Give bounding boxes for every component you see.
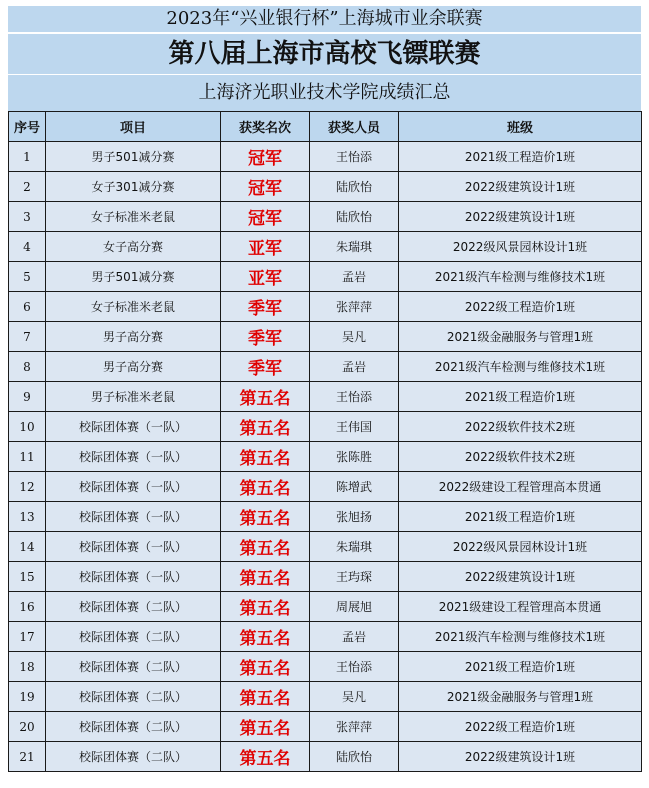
event-cell: 男子501减分赛	[46, 142, 221, 172]
rank-cell: 第五名	[221, 562, 310, 592]
rank-cell: 第五名	[221, 622, 310, 652]
seq-cell: 1	[9, 142, 46, 172]
table-row	[9, 652, 642, 682]
column-header-event: 项目	[46, 112, 221, 142]
event-cell: 校际团体赛（二队）	[46, 652, 221, 682]
column-header-seq: 序号	[9, 112, 46, 142]
winner-cell: 陆欣怡	[310, 742, 399, 772]
event-cell: 校际团体赛（一队）	[46, 442, 221, 472]
table-row	[9, 172, 642, 202]
table-row	[9, 142, 642, 172]
seq-cell: 4	[9, 232, 46, 262]
winner-cell: 朱瑞琪	[310, 532, 399, 562]
seq-cell: 15	[9, 562, 46, 592]
results-sheet	[8, 6, 641, 772]
event-cell: 校际团体赛（一队）	[46, 472, 221, 502]
class-cell: 2022级建筑设计1班	[399, 172, 642, 202]
seq-cell: 20	[9, 712, 46, 742]
class-cell: 2021级金融服务与管理1班	[399, 682, 642, 712]
rank-cell: 第五名	[221, 682, 310, 712]
table-row	[9, 382, 642, 412]
seq-cell: 13	[9, 502, 46, 532]
class-cell: 2021级工程造价1班	[399, 652, 642, 682]
winner-cell: 张陈胜	[310, 442, 399, 472]
seq-cell: 10	[9, 412, 46, 442]
seq-cell: 19	[9, 682, 46, 712]
class-cell: 2022级工程造价1班	[399, 292, 642, 322]
rank-cell: 亚军	[221, 232, 310, 262]
class-cell: 2021级工程造价1班	[399, 142, 642, 172]
rank-cell: 第五名	[221, 592, 310, 622]
winner-cell: 陈增武	[310, 472, 399, 502]
table-row	[9, 622, 642, 652]
winner-cell: 张萍萍	[310, 292, 399, 322]
table-row	[9, 442, 642, 472]
rank-cell: 季军	[221, 352, 310, 382]
class-cell: 2022级工程造价1班	[399, 712, 642, 742]
column-header-winner: 获奖人员	[310, 112, 399, 142]
table-row	[9, 682, 642, 712]
table-row	[9, 562, 642, 592]
class-cell: 2022级风景园林设计1班	[399, 232, 642, 262]
rank-cell: 第五名	[221, 652, 310, 682]
seq-cell: 8	[9, 352, 46, 382]
class-cell: 2022级建筑设计1班	[399, 562, 642, 592]
class-cell: 2021级工程造价1班	[399, 382, 642, 412]
winner-cell: 陆欣怡	[310, 202, 399, 232]
rank-cell: 季军	[221, 322, 310, 352]
winner-cell: 王玙琛	[310, 562, 399, 592]
winner-cell: 吴凡	[310, 682, 399, 712]
table-body	[9, 142, 642, 772]
column-header-rank: 获奖名次	[221, 112, 310, 142]
winner-cell: 孟岩	[310, 352, 399, 382]
winner-cell: 朱瑞琪	[310, 232, 399, 262]
league-title: 2023年“兴业银行杯”上海城市业余联赛	[8, 6, 641, 32]
rank-cell: 第五名	[221, 442, 310, 472]
seq-cell: 18	[9, 652, 46, 682]
seq-cell: 12	[9, 472, 46, 502]
table-header-row	[9, 112, 642, 142]
table-row	[9, 292, 642, 322]
winner-cell: 张旭扬	[310, 502, 399, 532]
rank-cell: 第五名	[221, 412, 310, 442]
winner-cell: 周展旭	[310, 592, 399, 622]
class-cell: 2021级金融服务与管理1班	[399, 322, 642, 352]
table-row	[9, 592, 642, 622]
winner-cell: 王怡添	[310, 382, 399, 412]
winner-cell: 王怡添	[310, 142, 399, 172]
table-row	[9, 352, 642, 382]
seq-cell: 3	[9, 202, 46, 232]
table-row	[9, 412, 642, 442]
results-table	[8, 111, 642, 772]
competition-title: 第八届上海市高校飞镖联赛	[8, 32, 641, 74]
event-cell: 校际团体赛（二队）	[46, 622, 221, 652]
event-cell: 校际团体赛（二队）	[46, 742, 221, 772]
table-row	[9, 202, 642, 232]
rank-cell: 亚军	[221, 262, 310, 292]
seq-cell: 16	[9, 592, 46, 622]
seq-cell: 21	[9, 742, 46, 772]
event-cell: 校际团体赛（一队）	[46, 412, 221, 442]
class-cell: 2022级建筑设计1班	[399, 742, 642, 772]
seq-cell: 9	[9, 382, 46, 412]
rank-cell: 第五名	[221, 472, 310, 502]
class-cell: 2022级软件技术2班	[399, 412, 642, 442]
table-row	[9, 742, 642, 772]
table-row	[9, 322, 642, 352]
rank-cell: 第五名	[221, 742, 310, 772]
rank-cell: 季军	[221, 292, 310, 322]
class-cell: 2022级风景园林设计1班	[399, 532, 642, 562]
class-cell: 2022级软件技术2班	[399, 442, 642, 472]
event-cell: 男子高分赛	[46, 352, 221, 382]
table-row	[9, 712, 642, 742]
seq-cell: 2	[9, 172, 46, 202]
table-row	[9, 532, 642, 562]
rank-cell: 冠军	[221, 172, 310, 202]
event-cell: 女子标准米老鼠	[46, 202, 221, 232]
rank-cell: 冠军	[221, 142, 310, 172]
rank-cell: 第五名	[221, 382, 310, 412]
event-cell: 校际团体赛（一队）	[46, 502, 221, 532]
seq-cell: 5	[9, 262, 46, 292]
event-cell: 女子高分赛	[46, 232, 221, 262]
seq-cell: 6	[9, 292, 46, 322]
winner-cell: 孟岩	[310, 622, 399, 652]
rank-cell: 第五名	[221, 712, 310, 742]
event-cell: 校际团体赛（一队）	[46, 532, 221, 562]
rank-cell: 第五名	[221, 502, 310, 532]
class-cell: 2021级工程造价1班	[399, 502, 642, 532]
class-cell: 2022级建设工程管理高本贯通	[399, 472, 642, 502]
rank-cell: 第五名	[221, 532, 310, 562]
class-cell: 2021级汽车检测与维修技术1班	[399, 262, 642, 292]
seq-cell: 11	[9, 442, 46, 472]
winner-cell: 吴凡	[310, 322, 399, 352]
seq-cell: 14	[9, 532, 46, 562]
class-cell: 2021级汽车检测与维修技术1班	[399, 352, 642, 382]
school-summary-title: 上海济光职业技术学院成绩汇总	[8, 74, 641, 111]
winner-cell: 张萍萍	[310, 712, 399, 742]
class-cell: 2021级汽车检测与维修技术1班	[399, 622, 642, 652]
winner-cell: 王伟国	[310, 412, 399, 442]
winner-cell: 王怡添	[310, 652, 399, 682]
class-cell: 2022级建筑设计1班	[399, 202, 642, 232]
event-cell: 校际团体赛（二队）	[46, 712, 221, 742]
event-cell: 校际团体赛（一队）	[46, 562, 221, 592]
event-cell: 女子标准米老鼠	[46, 292, 221, 322]
column-header-class: 班级	[399, 112, 642, 142]
winner-cell: 孟岩	[310, 262, 399, 292]
table-row	[9, 472, 642, 502]
winner-cell: 陆欣怡	[310, 172, 399, 202]
table-row	[9, 262, 642, 292]
seq-cell: 7	[9, 322, 46, 352]
event-cell: 男子高分赛	[46, 322, 221, 352]
class-cell: 2021级建设工程管理高本贯通	[399, 592, 642, 622]
table-row	[9, 232, 642, 262]
event-cell: 女子301减分赛	[46, 172, 221, 202]
event-cell: 男子501减分赛	[46, 262, 221, 292]
table-row	[9, 502, 642, 532]
event-cell: 校际团体赛（二队）	[46, 592, 221, 622]
event-cell: 校际团体赛（二队）	[46, 682, 221, 712]
seq-cell: 17	[9, 622, 46, 652]
rank-cell: 冠军	[221, 202, 310, 232]
event-cell: 男子标准米老鼠	[46, 382, 221, 412]
